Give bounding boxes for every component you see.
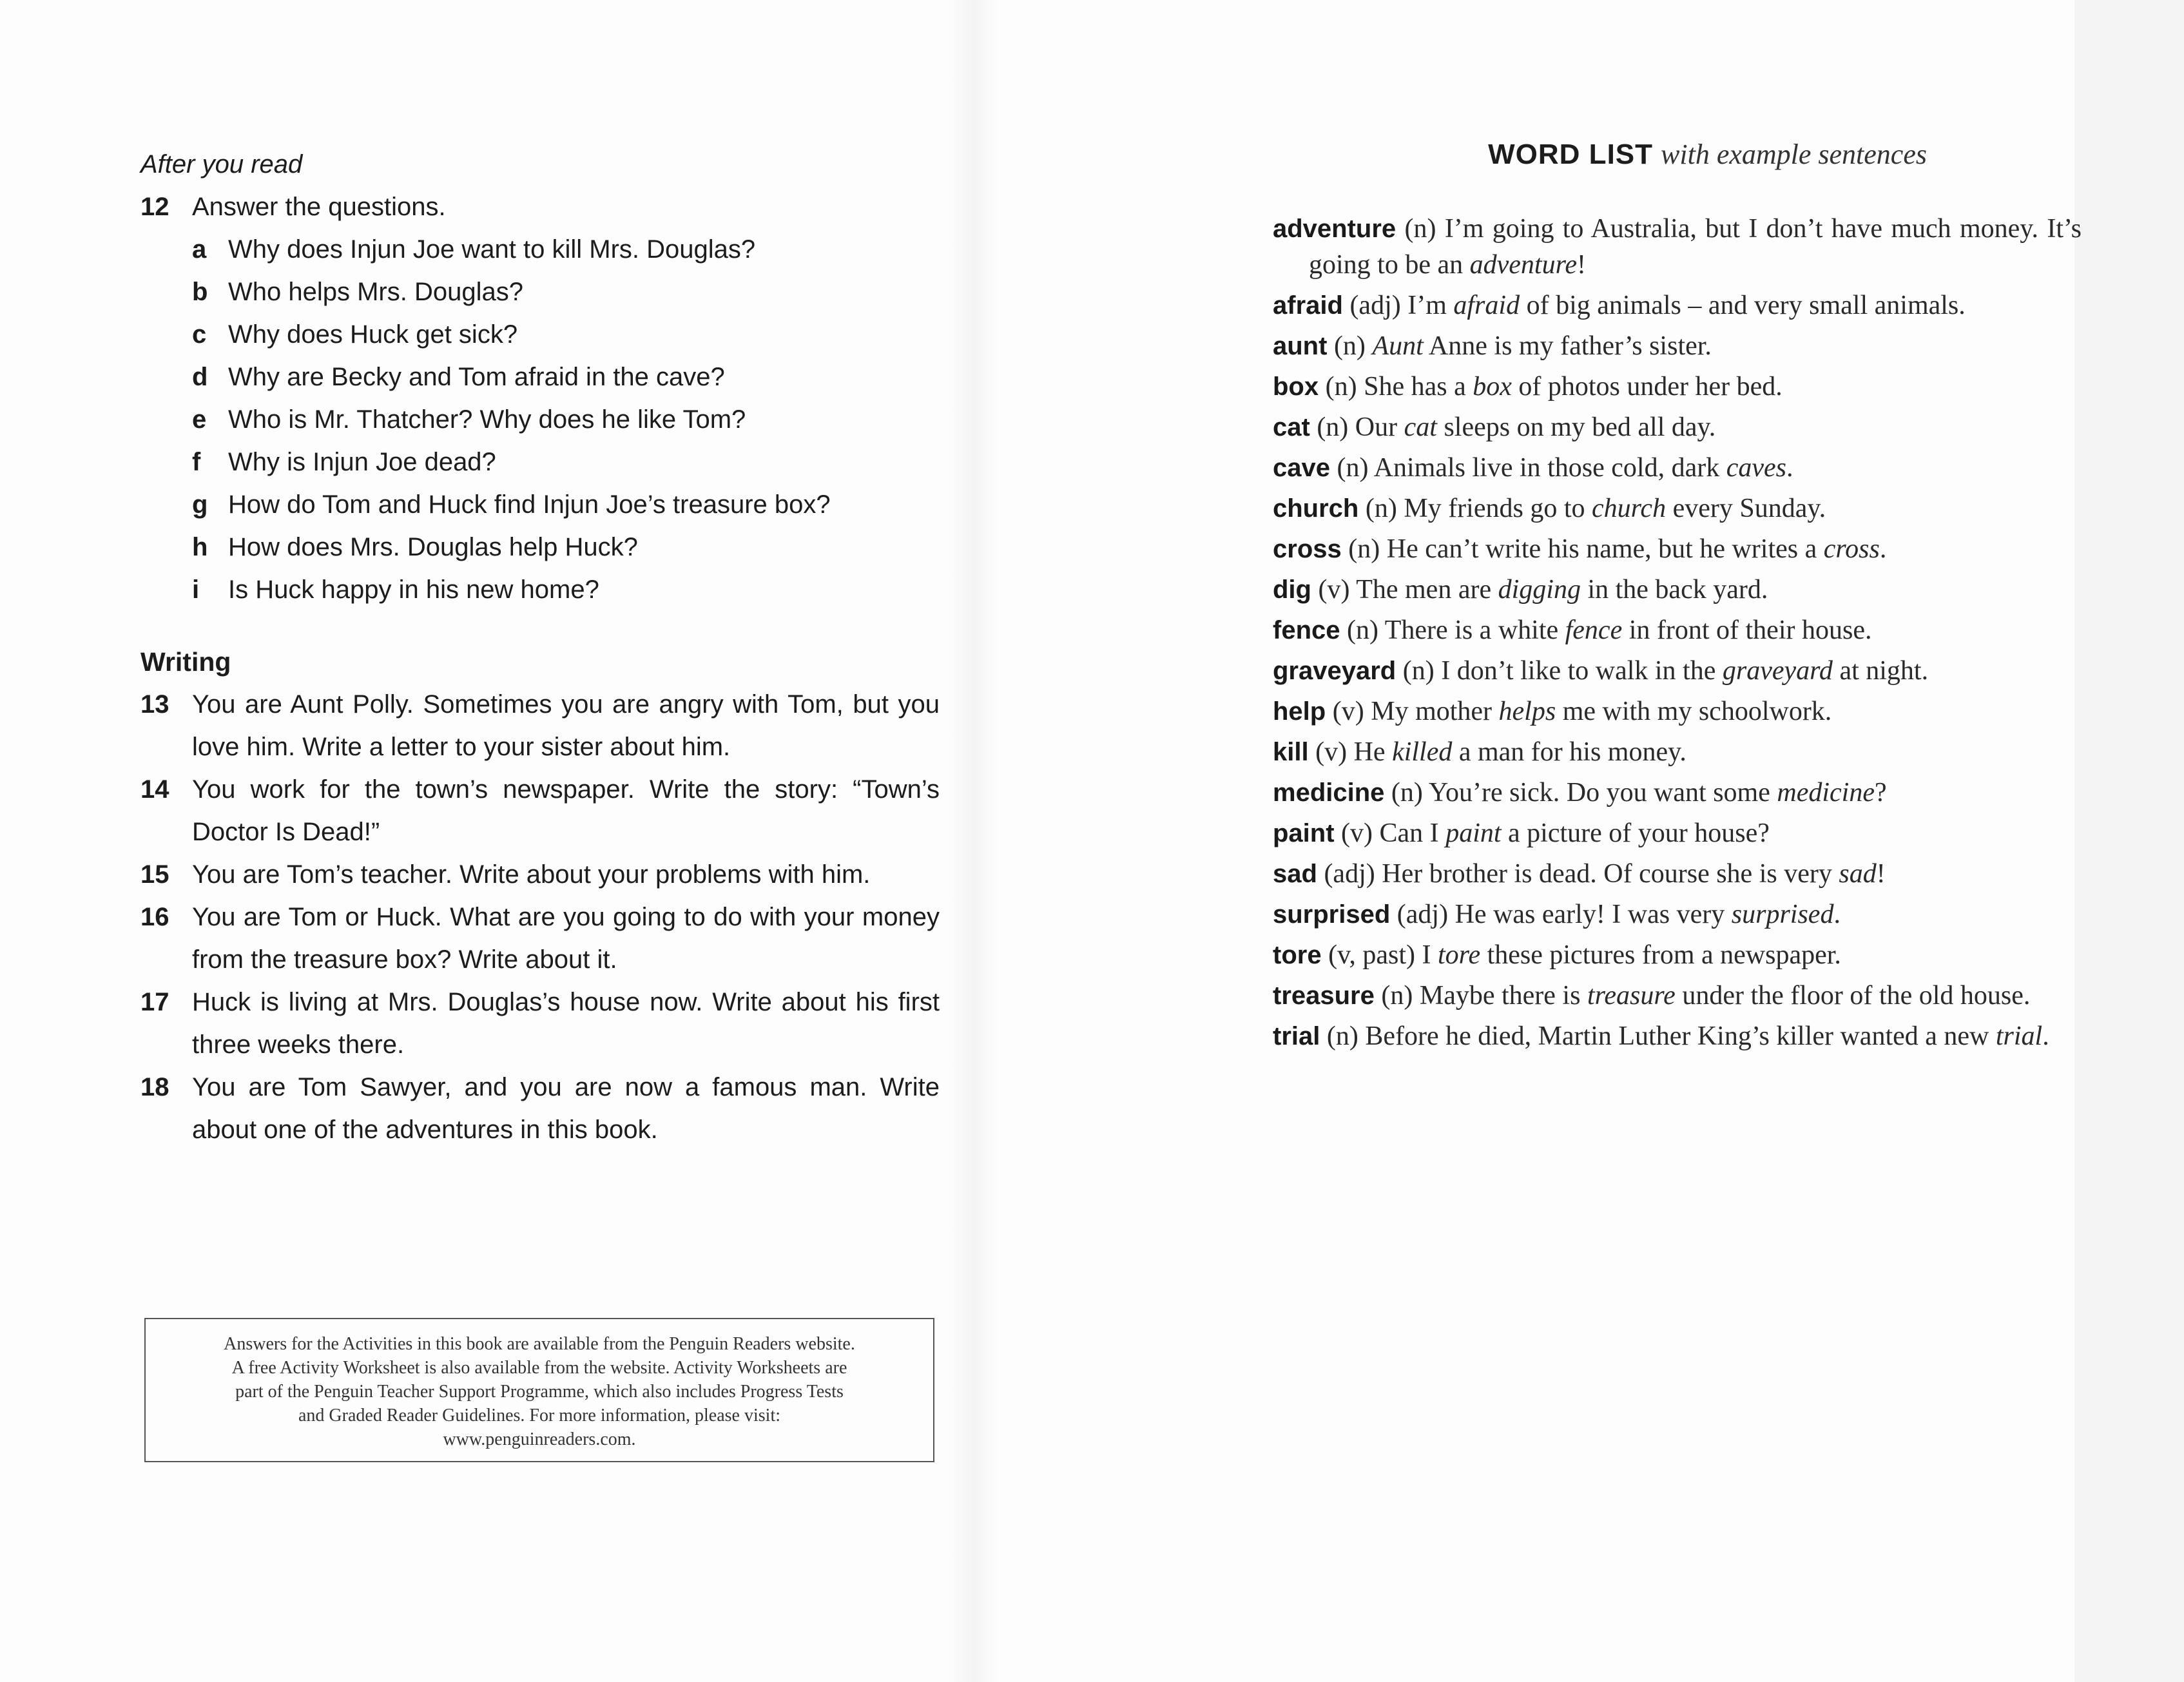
question-item-text: Why are Becky and Tom afraid in the cave?: [228, 363, 725, 391]
writing-task-text: Huck is living at Mrs. Douglas’s house now. Write about his first three weeks there.: [192, 988, 940, 1059]
example-text: He can’t write his name, but he writes a: [1386, 534, 1824, 564]
answers-notice-box: [144, 1318, 934, 1462]
question-item-letter: b: [192, 278, 208, 306]
part-of-speech: (adj): [1349, 291, 1401, 320]
word-entry: [1273, 937, 2082, 973]
word-entry: [1273, 450, 2082, 486]
part-of-speech: (n): [1337, 453, 1369, 483]
question-item: [140, 483, 940, 526]
word-entry: [1273, 775, 2082, 811]
example-text-end: !: [1876, 859, 1886, 889]
part-of-speech: (n): [1391, 778, 1423, 807]
headword: medicine: [1273, 778, 1385, 807]
question-number: 12: [140, 193, 169, 221]
writing-task-number: 14: [140, 775, 169, 804]
part-of-speech: (n): [1404, 214, 1436, 244]
question-item-letter: i: [192, 575, 200, 604]
example-text-end: of photos under her bed.: [1511, 372, 1783, 401]
part-of-speech: (n): [1325, 372, 1357, 401]
question-item-letter: f: [192, 448, 201, 476]
writing-task-number: 16: [140, 903, 169, 931]
example-text-end: .: [1786, 453, 1793, 483]
part-of-speech: (v): [1318, 575, 1350, 604]
question-item-text: Why does Injun Joe want to kill Mrs. Douglas?: [228, 235, 756, 264]
question-item-text: How does Mrs. Douglas help Huck?: [228, 533, 638, 561]
example-text-end: Anne is my father’s sister.: [1423, 331, 1712, 361]
question-item: [140, 271, 940, 313]
writing-task-number: 13: [140, 690, 169, 719]
example-highlight: caves: [1726, 453, 1787, 483]
question-item-letter: g: [192, 490, 208, 519]
example-text: I don’t like to walk in the: [1441, 656, 1723, 686]
example-text-end: these pictures from a newspaper.: [1480, 940, 1841, 970]
question-item-text: Why does Huck get sick?: [228, 320, 518, 349]
word-entry: [1273, 1018, 2082, 1054]
notice-line: A free Activity Worksheet is also available from the website. Activity Worksheets are: [231, 1358, 847, 1378]
word-list: [1273, 211, 2082, 1054]
question-item: [140, 526, 940, 568]
example-text: My mother: [1371, 697, 1499, 726]
example-highlight: tore: [1437, 940, 1481, 970]
word-list-title-sub: with example sentences: [1661, 139, 1927, 170]
example-text-end: under the floor of the old house.: [1675, 981, 2031, 1010]
word-entry: [1273, 612, 2082, 648]
example-highlight: treasure: [1587, 981, 1676, 1010]
question-item-text: How do Tom and Huck find Injun Joe’s treasure box?: [228, 490, 831, 519]
headword: paint: [1273, 819, 1335, 847]
example-text: I: [1422, 940, 1438, 970]
question-item-letter: a: [192, 235, 207, 264]
example-highlight: surprised: [1731, 900, 1834, 929]
example-text: The men are: [1356, 575, 1498, 604]
example-text: Her brother is dead. Of course she is very: [1382, 859, 1839, 889]
example-text-end: in the back yard.: [1580, 575, 1768, 604]
example-text-end: .: [1833, 900, 1841, 929]
headword: treasure: [1273, 981, 1375, 1010]
example-highlight: church: [1592, 494, 1667, 523]
writing-task-number: 15: [140, 860, 169, 889]
example-text: Before he died, Martin Luther King’s killer wanted a new: [1365, 1021, 1996, 1051]
page-gutter: [947, 0, 999, 1682]
left-page: [140, 143, 940, 1151]
example-text: He was early! I was very: [1454, 900, 1732, 929]
example-text: She has a: [1364, 372, 1473, 401]
writing-task: [140, 853, 940, 896]
section-label: After you read: [140, 150, 303, 179]
example-text-end: .: [1879, 534, 1887, 564]
word-entry: [1273, 815, 2082, 851]
question-item-letter: d: [192, 363, 208, 391]
word-entry: [1273, 531, 2082, 567]
question-item-text: Is Huck happy in his new home?: [228, 575, 599, 604]
example-highlight: cat: [1404, 412, 1437, 442]
example-text-end: .: [2042, 1021, 2049, 1051]
part-of-speech: (n): [1348, 534, 1380, 564]
headword: box: [1273, 372, 1319, 401]
writing-items: [140, 683, 940, 1151]
headword: dig: [1273, 575, 1311, 604]
example-text-end: every Sunday.: [1666, 494, 1826, 523]
example-text: You’re sick. Do you want some: [1428, 778, 1777, 807]
part-of-speech: (adj): [1324, 859, 1375, 889]
part-of-speech: (n): [1347, 615, 1378, 645]
right-page: [1273, 132, 2082, 1059]
part-of-speech: (v, past): [1328, 940, 1415, 970]
headword: help: [1273, 697, 1326, 726]
question-12: [140, 186, 940, 228]
writing-task-text: You work for the town’s newspaper. Write the story: “Town’s Doctor Is Dead!”: [192, 775, 940, 846]
page-edge: [2074, 0, 2184, 1682]
example-text-end: a man for his money.: [1452, 737, 1686, 767]
headword: graveyard: [1273, 657, 1396, 685]
example-text-end: sleeps on my bed all day.: [1436, 412, 1716, 442]
question-item-letter: c: [192, 320, 207, 349]
question-item: [140, 398, 940, 441]
headword: cross: [1273, 535, 1342, 563]
part-of-speech: (n): [1365, 494, 1397, 523]
writing-task-text: You are Tom or Huck. What are you going to do with your money from the treasure box? Write about it.: [192, 903, 940, 974]
headword: kill: [1273, 738, 1309, 766]
example-text: Animals live in those cold, dark: [1373, 453, 1726, 483]
example-text-end: in front of their house.: [1622, 615, 1872, 645]
notice-line: and Graded Reader Guidelines. For more information, please visit:: [298, 1406, 780, 1426]
headword: fence: [1273, 616, 1340, 644]
example-highlight: helps: [1498, 697, 1556, 726]
question-12-items: [140, 228, 940, 611]
word-entry: [1273, 369, 2082, 405]
part-of-speech: (n): [1402, 656, 1435, 686]
example-text: Can I: [1379, 818, 1446, 848]
example-highlight: afraid: [1453, 291, 1520, 320]
headword: cave: [1273, 454, 1330, 482]
notice-line: www.penguinreaders.com.: [443, 1429, 636, 1449]
part-of-speech: (v): [1315, 737, 1348, 767]
headword: afraid: [1273, 291, 1343, 320]
example-highlight: paint: [1445, 818, 1502, 848]
word-entry: [1273, 896, 2082, 933]
example-text-end: !: [1577, 250, 1587, 280]
example-highlight: sad: [1839, 859, 1877, 889]
word-entry: [1273, 328, 2082, 364]
writing-task-text: You are Aunt Polly. Sometimes you are angry with Tom, but you love him. Write a letter to your sister about him.: [192, 690, 940, 761]
example-highlight: digging: [1498, 575, 1581, 604]
question-prompt: Answer the questions.: [192, 193, 446, 221]
example-text: I’m: [1407, 291, 1454, 320]
example-text: I’m going to Australia, but I don’t have much money. It’s going to be an: [1309, 214, 2082, 280]
example-text: Our: [1355, 412, 1404, 442]
writing-task-number: 17: [140, 988, 169, 1016]
example-text: My friends go to: [1404, 494, 1592, 523]
headword: church: [1273, 494, 1359, 523]
word-entry: [1273, 693, 2082, 730]
example-text: There is a white: [1384, 615, 1565, 645]
headword: tore: [1273, 941, 1322, 969]
word-list-title: [1273, 132, 2082, 177]
writing-task: [140, 981, 940, 1066]
example-highlight: graveyard: [1722, 656, 1833, 686]
example-highlight: trial: [1995, 1021, 2043, 1051]
writing-task: [140, 768, 940, 853]
example-text-end: at night.: [1832, 656, 1929, 686]
headword: aunt: [1273, 332, 1328, 360]
notice-line: part of the Penguin Teacher Support Programme, which also includes Progress Tests: [235, 1382, 844, 1402]
writing-task-text: You are Tom Sawyer, and you are now a famous man. Write about one of the adventures in this book.: [192, 1073, 940, 1144]
example-highlight: adventure: [1469, 250, 1578, 280]
part-of-speech: (n): [1381, 981, 1413, 1010]
word-entry: [1273, 409, 2082, 445]
headword: surprised: [1273, 900, 1391, 929]
example-text-end: me with my schoolwork.: [1556, 697, 1832, 726]
question-item-text: Why is Injun Joe dead?: [228, 448, 496, 476]
example-text-end: a picture of your house?: [1501, 818, 1770, 848]
example-highlight: medicine: [1777, 778, 1875, 807]
question-item: [140, 356, 940, 398]
example-highlight: box: [1473, 372, 1512, 401]
word-list-title-main: WORD LIST: [1488, 139, 1654, 170]
word-entry: [1273, 653, 2082, 689]
headword: sad: [1273, 860, 1317, 888]
word-entry: [1273, 287, 2082, 324]
writing-task-number: 18: [140, 1073, 169, 1101]
word-entry: [1273, 734, 2082, 770]
part-of-speech: (v): [1341, 818, 1373, 848]
notice-line: Answers for the Activities in this book are available from the Penguin Readers website.: [224, 1334, 855, 1354]
writing-task-text: You are Tom’s teacher. Write about your problems with him.: [192, 860, 871, 889]
part-of-speech: (n): [1317, 412, 1349, 442]
word-entry: [1273, 978, 2082, 1014]
headword: cat: [1273, 413, 1310, 441]
question-item-letter: h: [192, 533, 208, 561]
question-item-letter: e: [192, 405, 207, 434]
part-of-speech: (n): [1326, 1021, 1358, 1051]
word-entry: [1273, 856, 2082, 892]
question-item: [140, 313, 940, 356]
question-item: [140, 568, 940, 611]
writing-task: [140, 896, 940, 981]
example-highlight: fence: [1565, 615, 1623, 645]
part-of-speech: (adj): [1396, 900, 1449, 929]
example-text-end: ?: [1874, 778, 1887, 807]
writing-task: [140, 1066, 940, 1151]
headword: trial: [1273, 1022, 1320, 1050]
word-entry: [1273, 490, 2082, 527]
question-item: [140, 441, 940, 483]
question-item: [140, 228, 940, 271]
example-text: Maybe there is: [1419, 981, 1587, 1010]
question-item-text: Who helps Mrs. Douglas?: [228, 278, 523, 306]
word-entry: [1273, 572, 2082, 608]
word-entry: [1273, 211, 2082, 283]
example-highlight: Aunt: [1372, 331, 1424, 361]
part-of-speech: (v): [1332, 697, 1364, 726]
headword: adventure: [1273, 215, 1396, 243]
example-highlight: cross: [1823, 534, 1880, 564]
question-item-text: Who is Mr. Thatcher? Why does he like Tom?: [228, 405, 746, 434]
writing-heading: Writing: [140, 647, 231, 677]
example-highlight: killed: [1392, 737, 1453, 767]
example-text: He: [1353, 737, 1393, 767]
example-text-end: of big animals – and very small animals.: [1520, 291, 1966, 320]
writing-task: [140, 683, 940, 768]
part-of-speech: (n): [1333, 331, 1366, 361]
